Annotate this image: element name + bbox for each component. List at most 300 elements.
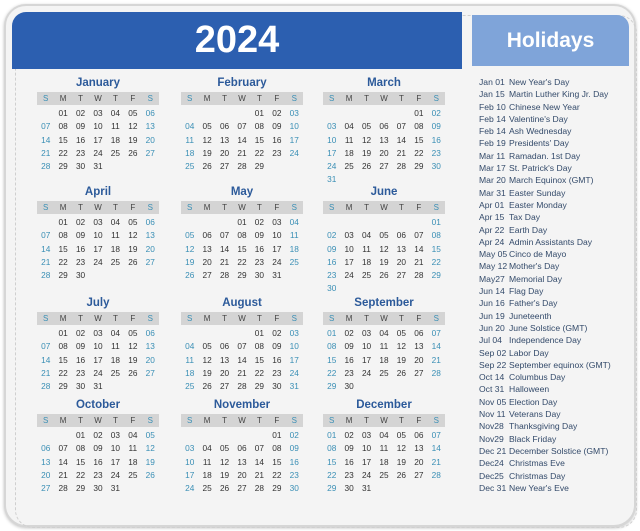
- holiday-name: Valentine's Day: [509, 113, 568, 124]
- day-cell: 13: [145, 121, 155, 132]
- holiday-item: [479, 88, 611, 100]
- day-cell: 14: [41, 134, 51, 145]
- day-cell: 23: [254, 256, 265, 267]
- day-cell: 11: [185, 134, 195, 145]
- holiday-name: Christmas Day: [509, 470, 566, 481]
- day-grid: [323, 216, 445, 296]
- empty-cell: [181, 216, 198, 229]
- day-cell: 25: [185, 381, 195, 392]
- day-cell: 12: [128, 341, 138, 352]
- day-cell: 23: [75, 367, 86, 378]
- day-cell: 26: [379, 270, 389, 281]
- weekday-label: T: [398, 94, 404, 103]
- weekday-label: W: [380, 203, 388, 212]
- empty-cell: [216, 216, 233, 229]
- day-cell: 29: [75, 483, 86, 494]
- day-cell: 18: [379, 456, 389, 467]
- weekday-label: S: [147, 94, 153, 103]
- day-cell: 22: [58, 367, 68, 378]
- weekday-label: T: [364, 314, 369, 323]
- day-cell: 03: [327, 121, 337, 132]
- day-cell: 27: [414, 469, 424, 480]
- day-cell: 16: [272, 354, 282, 365]
- day-cell: 16: [344, 354, 354, 365]
- day-cell: 19: [361, 147, 372, 158]
- weekday-label: T: [222, 314, 227, 323]
- day-cell: 23: [75, 147, 86, 158]
- empty-cell: [340, 107, 357, 120]
- day-cell: 07: [414, 230, 424, 241]
- holiday-name: Easter Sunday: [509, 187, 566, 198]
- day-grid: [181, 327, 303, 393]
- day-cell: 31: [272, 270, 282, 281]
- weekday-label: M: [203, 94, 211, 103]
- day-cell: 17: [327, 147, 337, 158]
- day-cell: 09: [93, 443, 103, 454]
- weekday-label: M: [59, 416, 67, 425]
- holiday-name: New Year's Eve: [509, 482, 569, 493]
- day-cell: 21: [58, 469, 68, 480]
- holiday-item: [479, 445, 611, 457]
- day-cell: 02: [75, 328, 86, 338]
- day-cell: 04: [361, 230, 372, 241]
- day-cell: 09: [344, 341, 354, 352]
- empty-cell: [375, 107, 392, 120]
- day-cell: 06: [414, 328, 424, 338]
- day-cell: 22: [75, 469, 86, 480]
- empty-cell: [340, 216, 357, 229]
- day-cell: 01: [254, 108, 265, 118]
- holiday-date: Dec 21: [479, 445, 507, 456]
- holiday-date: Dec24: [479, 458, 504, 469]
- day-cell: 24: [272, 256, 282, 267]
- day-cell: 17: [361, 456, 372, 467]
- holiday-item: [479, 248, 611, 260]
- day-cell: 08: [75, 443, 86, 454]
- day-cell: 14: [58, 456, 68, 467]
- day-cell: 29: [237, 270, 247, 281]
- holiday-item: [479, 174, 611, 186]
- month-june: [323, 186, 445, 296]
- weekday-label: T: [112, 314, 118, 323]
- empty-cell: [216, 429, 233, 442]
- holiday-item: [479, 224, 611, 236]
- weekday-label: S: [329, 94, 335, 103]
- day-cell: 24: [289, 367, 299, 378]
- weekday-label: M: [345, 416, 353, 425]
- day-cell: 22: [327, 367, 337, 378]
- day-cell: 05: [145, 430, 155, 440]
- day-cell: 18: [289, 243, 299, 254]
- day-cell: 20: [219, 367, 230, 378]
- month-august: [181, 297, 303, 393]
- day-cell: 30: [254, 270, 265, 281]
- day-cell: 25: [110, 256, 121, 267]
- day-cell: 25: [110, 147, 121, 158]
- day-cell: 23: [431, 147, 441, 158]
- day-cell: 27: [145, 367, 155, 378]
- month-title: June: [370, 186, 398, 198]
- holiday-date: Oct 14: [479, 372, 505, 383]
- day-cell: 15: [58, 354, 68, 365]
- day-cell: 21: [219, 256, 230, 267]
- day-cell: 01: [58, 328, 68, 338]
- day-cell: 22: [431, 256, 441, 267]
- holiday-name: September equinox (GMT): [509, 359, 611, 370]
- holiday-date: Jun 16: [479, 298, 505, 309]
- day-cell: 16: [75, 354, 86, 365]
- holiday-name: Thanksgiving Day: [509, 421, 578, 432]
- day-cell: 10: [361, 443, 372, 454]
- day-cell: 18: [202, 469, 212, 480]
- day-cell: 23: [272, 147, 282, 158]
- day-cell: 20: [145, 354, 155, 365]
- day-cell: 12: [396, 341, 407, 352]
- weekday-label: W: [94, 94, 102, 103]
- month-title: August: [222, 297, 262, 309]
- day-cell: 28: [41, 270, 51, 281]
- holiday-date: Nov28: [479, 421, 504, 432]
- weekday-label: F: [274, 416, 280, 425]
- holiday-item: [479, 433, 611, 445]
- day-cell: 07: [41, 341, 51, 352]
- weekday-label: S: [187, 314, 193, 323]
- day-cell: 24: [93, 256, 103, 267]
- weekday-label: T: [364, 203, 369, 212]
- empty-cell: [358, 107, 375, 120]
- day-cell: 13: [219, 134, 230, 145]
- day-cell: 07: [431, 430, 441, 440]
- day-cell: 15: [431, 243, 441, 254]
- empty-cell: [323, 216, 340, 229]
- weekday-label: S: [329, 314, 335, 323]
- holiday-name: Admin Assistants Day: [509, 236, 593, 247]
- day-cell: 30: [93, 483, 103, 494]
- weekday-label: M: [203, 203, 211, 212]
- empty-cell: [251, 429, 268, 442]
- weekday-label: S: [187, 203, 193, 212]
- weekday-label: T: [112, 203, 118, 212]
- day-cell: 01: [58, 217, 68, 227]
- day-cell: 12: [128, 121, 138, 132]
- month-title: December: [356, 399, 412, 411]
- weekday-label: F: [130, 416, 136, 425]
- empty-cell: [181, 327, 198, 340]
- day-cell: 18: [361, 256, 372, 267]
- holiday-name: Memorial Day: [509, 273, 563, 284]
- weekday-label: F: [416, 94, 422, 103]
- day-cell: 01: [237, 217, 247, 227]
- day-cell: 05: [202, 341, 212, 352]
- month-october: [37, 399, 159, 495]
- empty-cell: [233, 327, 250, 340]
- day-cell: 14: [41, 354, 51, 365]
- day-cell: 14: [219, 243, 230, 254]
- day-cell: 29: [254, 381, 265, 392]
- day-cell: 18: [110, 134, 121, 145]
- day-cell: 04: [110, 328, 121, 338]
- weekday-label: F: [274, 94, 280, 103]
- day-cell: 15: [58, 134, 68, 145]
- day-cell: 31: [289, 381, 299, 392]
- month-july: [37, 297, 159, 393]
- holiday-name: Christmas Eve: [509, 458, 565, 469]
- holidays-header: Holidays: [472, 15, 629, 66]
- empty-cell: [323, 107, 340, 120]
- day-cell: 12: [145, 443, 155, 454]
- empty-cell: [181, 107, 198, 120]
- day-cell: 05: [396, 430, 407, 440]
- day-cell: 18: [128, 456, 138, 467]
- day-cell: 12: [202, 134, 212, 145]
- weekday-label: M: [59, 314, 67, 323]
- weekday-label: T: [222, 94, 227, 103]
- day-cell: 29: [414, 161, 424, 172]
- weekday-label: T: [256, 314, 262, 323]
- day-cell: 11: [185, 354, 195, 365]
- day-cell: 12: [202, 354, 212, 365]
- day-cell: 13: [414, 443, 424, 454]
- day-cell: 01: [254, 328, 265, 338]
- weekday-header: [181, 201, 303, 214]
- day-cell: 23: [75, 256, 86, 267]
- day-cell: 07: [431, 328, 441, 338]
- day-cell: 16: [289, 456, 299, 467]
- day-cell: 24: [361, 367, 372, 378]
- holiday-name: Labor Day: [509, 347, 549, 358]
- empty-cell: [233, 107, 250, 120]
- day-cell: 07: [219, 230, 230, 241]
- day-cell: 31: [327, 174, 337, 185]
- day-cell: 05: [128, 328, 138, 338]
- weekday-label: W: [380, 94, 388, 103]
- month-title: October: [75, 399, 121, 411]
- day-cell: 26: [145, 469, 155, 480]
- day-cell: 31: [93, 381, 103, 392]
- weekday-label: W: [380, 416, 388, 425]
- day-cell: 04: [289, 217, 299, 227]
- day-cell: 03: [93, 328, 103, 338]
- holiday-item: [479, 470, 611, 482]
- day-cell: 03: [93, 217, 103, 227]
- weekday-label: S: [291, 314, 297, 323]
- holiday-name: June Solstice (GMT): [509, 322, 588, 333]
- month-title: February: [217, 77, 267, 89]
- day-cell: 24: [110, 469, 121, 480]
- day-cell: 06: [237, 443, 247, 454]
- day-cell: 23: [289, 469, 299, 480]
- holiday-item: [479, 457, 611, 469]
- day-cell: 18: [185, 367, 195, 378]
- day-cell: 17: [344, 256, 354, 267]
- day-cell: 18: [344, 147, 354, 158]
- holiday-name: New Year's Day: [509, 77, 570, 87]
- holiday-item: [479, 187, 611, 199]
- day-cell: 25: [379, 367, 389, 378]
- day-cell: 21: [431, 354, 441, 365]
- holiday-name: Independence Day: [509, 335, 582, 346]
- month-april: [37, 186, 159, 282]
- weekday-label: S: [329, 416, 335, 425]
- empty-cell: [37, 327, 54, 340]
- holiday-date: Jul 04: [479, 335, 502, 346]
- day-cell: 26: [185, 270, 195, 281]
- holiday-name: December Solstice (GMT): [509, 445, 609, 456]
- holiday-item: [479, 260, 611, 272]
- day-cell: 26: [396, 469, 407, 480]
- weekday-label: M: [59, 94, 67, 103]
- day-cell: 03: [361, 328, 372, 338]
- weekday-label: S: [291, 203, 297, 212]
- holiday-date: Jun 14: [479, 286, 505, 297]
- day-cell: 17: [289, 134, 299, 145]
- holiday-item: [479, 383, 611, 395]
- day-cell: 15: [58, 243, 68, 254]
- day-cell: 02: [75, 108, 86, 118]
- empty-cell: [37, 216, 54, 229]
- day-cell: 25: [289, 256, 299, 267]
- year-title: 2024: [194, 19, 280, 61]
- day-cell: 20: [145, 134, 155, 145]
- empty-cell: [393, 107, 410, 120]
- weekday-label: S: [147, 314, 153, 323]
- day-cell: 08: [431, 230, 441, 241]
- day-cell: 01: [75, 430, 86, 440]
- weekday-label: T: [364, 416, 369, 425]
- weekday-header: [37, 312, 159, 325]
- day-cell: 19: [128, 243, 138, 254]
- weekday-label: T: [256, 94, 262, 103]
- day-cell: 06: [219, 121, 230, 132]
- day-cell: 10: [327, 134, 337, 145]
- day-cell: 31: [361, 483, 372, 494]
- holiday-date: Oct 31: [479, 384, 505, 395]
- empty-cell: [233, 429, 250, 442]
- day-cell: 28: [237, 381, 247, 392]
- day-cell: 15: [327, 456, 337, 467]
- weekday-label: F: [416, 416, 422, 425]
- day-cell: 03: [185, 443, 195, 454]
- holiday-date: May27: [479, 273, 505, 284]
- weekday-label: W: [238, 314, 246, 323]
- holiday-name: Easter Monday: [509, 199, 567, 210]
- day-cell: 10: [361, 341, 372, 352]
- day-cell: 19: [185, 256, 195, 267]
- day-cell: 09: [75, 341, 86, 352]
- holiday-name: Halloween: [509, 384, 550, 395]
- empty-cell: [37, 429, 54, 442]
- day-cell: 06: [202, 230, 212, 241]
- day-cell: 03: [289, 108, 299, 118]
- day-cell: 08: [58, 121, 68, 132]
- day-cell: 03: [110, 430, 121, 440]
- day-cell: 10: [93, 230, 103, 241]
- month-title: May: [230, 186, 254, 198]
- holiday-item: [479, 334, 611, 346]
- holiday-item: [479, 371, 611, 383]
- day-cell: 28: [219, 270, 230, 281]
- holiday-name: Ash Wednesday: [509, 126, 572, 137]
- day-cell: 13: [396, 243, 407, 254]
- day-cell: 12: [396, 443, 407, 454]
- month-title: July: [86, 297, 110, 309]
- holiday-item: [479, 420, 611, 432]
- weekday-header: [181, 414, 303, 427]
- holiday-date: Apr 15: [479, 212, 505, 223]
- day-cell: 29: [58, 270, 68, 281]
- day-grid: [181, 429, 303, 495]
- day-cell: 04: [379, 430, 389, 440]
- day-cell: 14: [396, 134, 407, 145]
- weekday-label: S: [291, 94, 297, 103]
- holiday-item: [479, 322, 611, 334]
- day-cell: 16: [272, 134, 282, 145]
- day-cell: 08: [237, 230, 247, 241]
- day-cell: 07: [41, 230, 51, 241]
- holiday-item: [479, 273, 611, 285]
- day-cell: 25: [110, 367, 121, 378]
- day-cell: 08: [272, 443, 282, 454]
- day-cell: 29: [58, 381, 68, 392]
- day-cell: 06: [145, 108, 155, 118]
- day-cell: 09: [75, 230, 86, 241]
- day-cell: 03: [272, 217, 282, 227]
- day-cell: 18: [110, 354, 121, 365]
- holiday-name: March Equinox (GMT): [509, 175, 594, 186]
- holiday-date: Dec25: [479, 470, 504, 481]
- day-cell: 26: [202, 161, 212, 172]
- empty-cell: [216, 107, 233, 120]
- day-cell: 02: [327, 230, 337, 241]
- day-cell: 14: [431, 443, 441, 454]
- day-cell: 07: [237, 341, 247, 352]
- day-cell: 02: [344, 328, 354, 338]
- weekday-label: T: [78, 314, 83, 323]
- day-cell: 29: [58, 161, 68, 172]
- day-cell: 11: [379, 341, 389, 352]
- day-cell: 04: [344, 121, 354, 132]
- day-cell: 17: [289, 354, 299, 365]
- day-cell: 22: [237, 256, 247, 267]
- empty-cell: [216, 327, 233, 340]
- day-cell: 17: [93, 134, 103, 145]
- weekday-header: [323, 92, 445, 105]
- day-cell: 09: [272, 341, 282, 352]
- holiday-name: Tax Day: [509, 212, 541, 223]
- weekday-label: S: [43, 94, 49, 103]
- day-cell: 09: [254, 230, 265, 241]
- weekday-label: W: [238, 416, 246, 425]
- holiday-item: [479, 125, 611, 137]
- day-cell: 27: [219, 161, 230, 172]
- day-cell: 01: [414, 108, 424, 118]
- day-cell: 11: [128, 443, 138, 454]
- day-cell: 05: [202, 121, 212, 132]
- weekday-label: F: [274, 314, 280, 323]
- day-cell: 29: [431, 270, 441, 281]
- holiday-item: [479, 101, 611, 113]
- weekday-label: M: [345, 203, 353, 212]
- day-cell: 27: [237, 483, 247, 494]
- day-cell: 17: [185, 469, 195, 480]
- day-cell: 06: [145, 328, 155, 338]
- day-cell: 19: [128, 354, 138, 365]
- weekday-label: T: [78, 94, 83, 103]
- day-cell: 15: [254, 354, 265, 365]
- day-cell: 06: [414, 430, 424, 440]
- empty-cell: [358, 216, 375, 229]
- day-cell: 02: [344, 430, 354, 440]
